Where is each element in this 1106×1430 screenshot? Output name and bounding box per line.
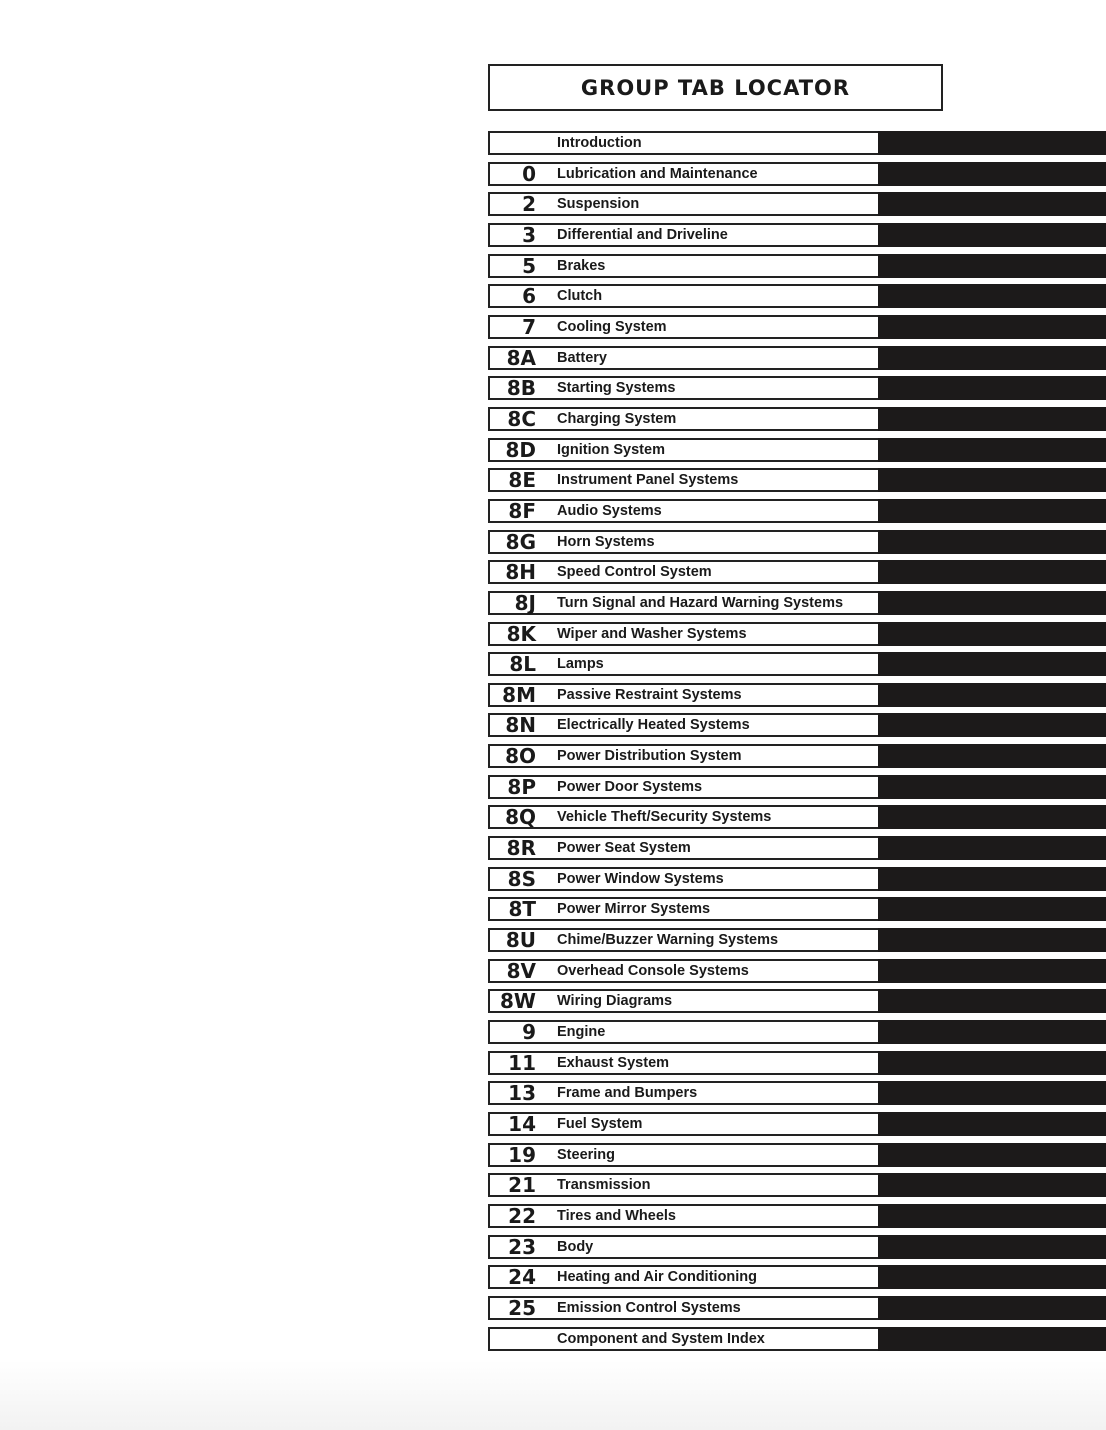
group-tab-number — [490, 131, 536, 155]
group-tab-row[interactable] — [488, 1112, 1106, 1136]
group-tab-box[interactable] — [488, 1112, 880, 1136]
group-tab-number: 7 — [522, 314, 536, 339]
group-tab-box[interactable] — [488, 775, 880, 799]
group-tab-row[interactable] — [488, 867, 1106, 891]
group-tab-number: 3 — [522, 222, 536, 247]
group-tab-number: 8C — [507, 406, 536, 431]
group-tab-row[interactable] — [488, 591, 1106, 615]
group-tab-row[interactable] — [488, 928, 1106, 952]
group-tab-label: Exhaust System — [557, 1054, 670, 1071]
group-tab-number: 9 — [522, 1020, 536, 1045]
group-tab-edge-marker[interactable] — [878, 223, 1106, 247]
group-tab-number: 21 — [508, 1173, 536, 1198]
group-tab-label: Vehicle Theft/Security Systems — [557, 809, 772, 826]
group-tab-label: Clutch — [557, 288, 603, 305]
group-tab-number: 8A — [506, 345, 536, 370]
group-tab-edge-marker[interactable] — [878, 284, 1106, 308]
group-tab-row[interactable] — [488, 346, 1106, 370]
group-tab-box[interactable] — [488, 1081, 880, 1105]
group-tab-number: 8S — [507, 866, 536, 891]
group-tab-edge-marker[interactable] — [878, 131, 1106, 155]
group-tab-box[interactable] — [488, 1173, 880, 1197]
group-tab-number: 8Q — [505, 805, 536, 830]
group-tab-row[interactable] — [488, 1081, 1106, 1105]
group-tab-box[interactable] — [488, 438, 880, 462]
group-tab-box[interactable] — [488, 407, 880, 431]
group-tab-edge-marker[interactable] — [878, 928, 1106, 952]
group-tab-edge-marker[interactable] — [878, 683, 1106, 707]
group-tab-label: Cooling System — [557, 318, 667, 335]
group-tab-row[interactable] — [488, 315, 1106, 339]
group-tab-number: 8U — [505, 928, 536, 953]
group-tab-box[interactable] — [488, 223, 880, 247]
group-tab-label: Frame and Bumpers — [557, 1085, 698, 1102]
group-tab-row[interactable] — [488, 1051, 1106, 1075]
group-tab-row[interactable] — [488, 499, 1106, 523]
group-tab-label: Speed Control System — [557, 564, 712, 581]
group-tab-box[interactable] — [488, 1296, 880, 1320]
group-tab-label: Wiring Diagrams — [557, 993, 673, 1010]
group-tab-row[interactable] — [488, 407, 1106, 431]
group-tab-row[interactable] — [488, 989, 1106, 1013]
group-tab-number: 8D — [505, 437, 536, 462]
group-tab-edge-marker[interactable] — [878, 1265, 1106, 1289]
group-tab-label: Brakes — [557, 257, 606, 274]
group-tab-box[interactable] — [488, 346, 880, 370]
group-tab-edge-marker[interactable] — [878, 744, 1106, 768]
group-tab-box[interactable] — [488, 1051, 880, 1075]
group-tab-edge-marker[interactable] — [878, 805, 1106, 829]
group-tab-row[interactable] — [488, 1327, 1106, 1351]
group-tab-label: Steering — [557, 1146, 616, 1163]
group-tab-label: Lamps — [557, 656, 604, 673]
group-tab-number: 8T — [508, 897, 536, 922]
group-tab-number: 14 — [508, 1112, 536, 1136]
group-tab-label: Starting Systems — [557, 380, 676, 397]
group-tab-box[interactable] — [488, 284, 880, 308]
group-tab-edge-marker[interactable] — [878, 959, 1106, 983]
group-tab-box[interactable] — [488, 897, 880, 921]
group-tab-row[interactable] — [488, 1143, 1106, 1167]
group-tab-number: 8L — [509, 652, 536, 677]
group-tab-label: Instrument Panel Systems — [557, 472, 739, 489]
group-tab-edge-marker[interactable] — [878, 1143, 1106, 1167]
group-tab-label: Fuel System — [557, 1116, 643, 1132]
group-tab-label: Lubrication and Maintenance — [557, 165, 758, 182]
group-tab-label: Passive Restraint Systems — [557, 686, 742, 703]
group-tab-box[interactable] — [488, 989, 880, 1013]
group-tab-list — [488, 131, 1106, 1357]
group-tab-number: 8K — [506, 621, 536, 646]
group-tab-box[interactable] — [488, 131, 880, 155]
group-tab-edge-marker[interactable] — [878, 315, 1106, 339]
group-tab-row[interactable] — [488, 836, 1106, 860]
group-tab-label: Transmission — [557, 1177, 651, 1194]
group-tab-box[interactable] — [488, 315, 880, 339]
group-tab-number: 13 — [508, 1081, 536, 1106]
group-tab-box[interactable] — [488, 622, 880, 646]
group-tab-label: Suspension — [557, 196, 640, 213]
group-tab-box[interactable] — [488, 468, 880, 492]
group-tab-number: 5 — [522, 253, 536, 278]
group-tab-box[interactable] — [488, 652, 880, 676]
group-tab-number: 8O — [505, 744, 536, 769]
group-tab-row[interactable] — [488, 622, 1106, 646]
group-tab-edge-marker[interactable] — [878, 1296, 1106, 1320]
group-tab-row[interactable] — [488, 560, 1106, 584]
group-tab-number: 8N — [505, 713, 536, 738]
group-tab-label: Battery — [557, 349, 607, 366]
group-tab-row[interactable] — [488, 652, 1106, 676]
group-tab-number: 19 — [508, 1142, 536, 1167]
group-tab-label: Charging System — [557, 410, 677, 427]
group-tab-row[interactable] — [488, 1173, 1106, 1197]
group-tab-number: 8W — [500, 989, 536, 1014]
group-tab-row[interactable] — [488, 131, 1106, 155]
group-tab-edge-marker[interactable] — [878, 254, 1106, 278]
group-tab-label: Power Distribution System — [557, 748, 742, 765]
group-tab-number: 8F — [508, 498, 536, 523]
group-tab-box[interactable] — [488, 591, 880, 615]
group-tab-label: Turn Signal and Hazard Warning Systems — [557, 594, 844, 611]
group-tab-box[interactable] — [488, 1265, 880, 1289]
group-tab-edge-marker[interactable] — [878, 530, 1106, 554]
group-tab-number: 2 — [522, 192, 536, 217]
group-tab-edge-marker[interactable] — [878, 591, 1106, 615]
group-tab-number: 8V — [506, 958, 536, 983]
group-tab-number: 0 — [522, 161, 536, 186]
group-tab-box[interactable] — [488, 1235, 880, 1259]
group-tab-row[interactable] — [488, 1265, 1106, 1289]
group-tab-edge-marker[interactable] — [878, 376, 1106, 400]
group-tab-row[interactable] — [488, 192, 1106, 216]
group-tab-number: 8E — [508, 468, 536, 493]
group-tab-edge-marker[interactable] — [878, 1235, 1106, 1259]
group-tab-edge-marker[interactable] — [878, 407, 1106, 431]
group-tab-row[interactable] — [488, 1204, 1106, 1228]
group-tab-box[interactable] — [488, 867, 880, 891]
group-tab-box[interactable] — [488, 928, 880, 952]
group-tab-box[interactable] — [488, 499, 880, 523]
group-tab-edge-marker[interactable] — [878, 560, 1106, 584]
group-tab-label: Differential and Driveline — [557, 226, 728, 243]
group-tab-edge-marker[interactable] — [878, 192, 1106, 216]
group-tab-edge-marker[interactable] — [878, 775, 1106, 799]
group-tab-number: 8R — [506, 836, 536, 861]
group-tab-edge-marker[interactable] — [878, 652, 1106, 676]
group-tab-label: Horn Systems — [557, 533, 655, 550]
group-tab-number: 11 — [508, 1050, 536, 1075]
group-tab-row[interactable] — [488, 223, 1106, 247]
group-tab-number: 8H — [505, 560, 536, 585]
page-bottom-shade — [0, 1360, 1106, 1430]
group-tab-row[interactable] — [488, 1296, 1106, 1320]
group-tab-edge-marker[interactable] — [878, 622, 1106, 646]
group-tab-row[interactable] — [488, 775, 1106, 799]
group-tab-edge-marker[interactable] — [878, 468, 1106, 492]
group-tab-box[interactable] — [488, 713, 880, 737]
group-tab-edge-marker[interactable] — [878, 867, 1106, 891]
group-tab-number: 22 — [508, 1203, 536, 1228]
group-tab-number: 6 — [522, 284, 536, 309]
page-title: GROUP TAB LOCATOR — [580, 75, 851, 100]
group-tab-label: Ignition System — [557, 441, 665, 458]
group-tab-row[interactable] — [488, 805, 1106, 829]
group-tab-label: Emission Control Systems — [557, 1299, 741, 1316]
group-tab-edge-marker[interactable] — [878, 499, 1106, 523]
group-tab-row[interactable] — [488, 959, 1106, 983]
group-tab-edge-marker[interactable] — [878, 1112, 1106, 1136]
group-tab-label: Chime/Buzzer Warning Systems — [557, 932, 779, 949]
group-tab-row[interactable] — [488, 254, 1106, 278]
group-tab-number: 24 — [508, 1265, 536, 1290]
group-tab-row[interactable] — [488, 1020, 1106, 1044]
group-tab-edge-marker[interactable] — [878, 1051, 1106, 1075]
group-tab-box[interactable] — [488, 1020, 880, 1044]
group-tab-edge-marker[interactable] — [878, 1020, 1106, 1044]
group-tab-locator-title-box — [488, 64, 943, 111]
group-tab-row[interactable] — [488, 468, 1106, 492]
group-tab-box[interactable] — [488, 1204, 880, 1228]
group-tab-number: 8B — [506, 376, 536, 401]
group-tab-label: Electrically Heated Systems — [557, 717, 750, 734]
group-tab-number: 8M — [502, 682, 536, 707]
group-tab-row[interactable] — [488, 683, 1106, 707]
group-tab-box[interactable] — [488, 836, 880, 860]
group-tab-label: Power Door Systems — [557, 778, 703, 795]
group-tab-row[interactable] — [488, 438, 1106, 462]
group-tab-edge-marker[interactable] — [878, 713, 1106, 737]
group-tab-edge-marker[interactable] — [878, 1204, 1106, 1228]
group-tab-box[interactable] — [488, 1327, 880, 1351]
group-tab-label: Introduction — [557, 135, 642, 151]
group-tab-box[interactable] — [488, 805, 880, 829]
group-tab-row[interactable] — [488, 530, 1106, 554]
group-tab-row[interactable] — [488, 897, 1106, 921]
group-tab-box[interactable] — [488, 162, 880, 186]
group-tab-edge-marker[interactable] — [878, 346, 1106, 370]
group-tab-edge-marker[interactable] — [878, 836, 1106, 860]
group-tab-number: 8P — [507, 774, 536, 799]
group-tab-label: Power Window Systems — [557, 870, 724, 887]
group-tab-row[interactable] — [488, 713, 1106, 737]
group-tab-edge-marker[interactable] — [878, 897, 1106, 921]
group-tab-label: Heating and Air Conditioning — [557, 1269, 758, 1286]
group-tab-box[interactable] — [488, 959, 880, 983]
group-tab-edge-marker[interactable] — [878, 438, 1106, 462]
group-tab-box[interactable] — [488, 683, 880, 707]
group-tab-row[interactable] — [488, 744, 1106, 768]
group-tab-row[interactable] — [488, 376, 1106, 400]
group-tab-label: Overhead Console Systems — [557, 962, 749, 979]
group-tab-box[interactable] — [488, 192, 880, 216]
group-tab-number: 25 — [508, 1295, 536, 1320]
group-tab-label: Tires and Wheels — [557, 1207, 676, 1224]
group-tab-number — [490, 1327, 536, 1351]
group-tab-number: 23 — [508, 1234, 536, 1259]
group-tab-label: Component and System Index — [557, 1330, 765, 1347]
group-tab-edge-marker[interactable] — [878, 1327, 1106, 1351]
group-tab-label: Power Mirror Systems — [557, 901, 711, 918]
group-tab-edge-marker[interactable] — [878, 1173, 1106, 1197]
group-tab-box[interactable] — [488, 744, 880, 768]
group-tab-box[interactable] — [488, 376, 880, 400]
group-tab-edge-marker[interactable] — [878, 989, 1106, 1013]
group-tab-box[interactable] — [488, 1143, 880, 1167]
group-tab-label: Audio Systems — [557, 502, 662, 519]
group-tab-label: Body — [557, 1238, 594, 1255]
group-tab-label: Power Seat System — [557, 840, 691, 857]
group-tab-box[interactable] — [488, 560, 880, 584]
group-tab-box[interactable] — [488, 254, 880, 278]
group-tab-row[interactable] — [488, 162, 1106, 186]
group-tab-edge-marker[interactable] — [878, 1081, 1106, 1105]
group-tab-label: Wiper and Washer Systems — [557, 625, 747, 642]
group-tab-label: Engine — [557, 1024, 606, 1041]
group-tab-box[interactable] — [488, 530, 880, 554]
group-tab-row[interactable] — [488, 284, 1106, 308]
group-tab-number: 8J — [514, 590, 536, 615]
group-tab-row[interactable] — [488, 1235, 1106, 1259]
group-tab-edge-marker[interactable] — [878, 162, 1106, 186]
group-tab-number: 8G — [505, 529, 536, 554]
